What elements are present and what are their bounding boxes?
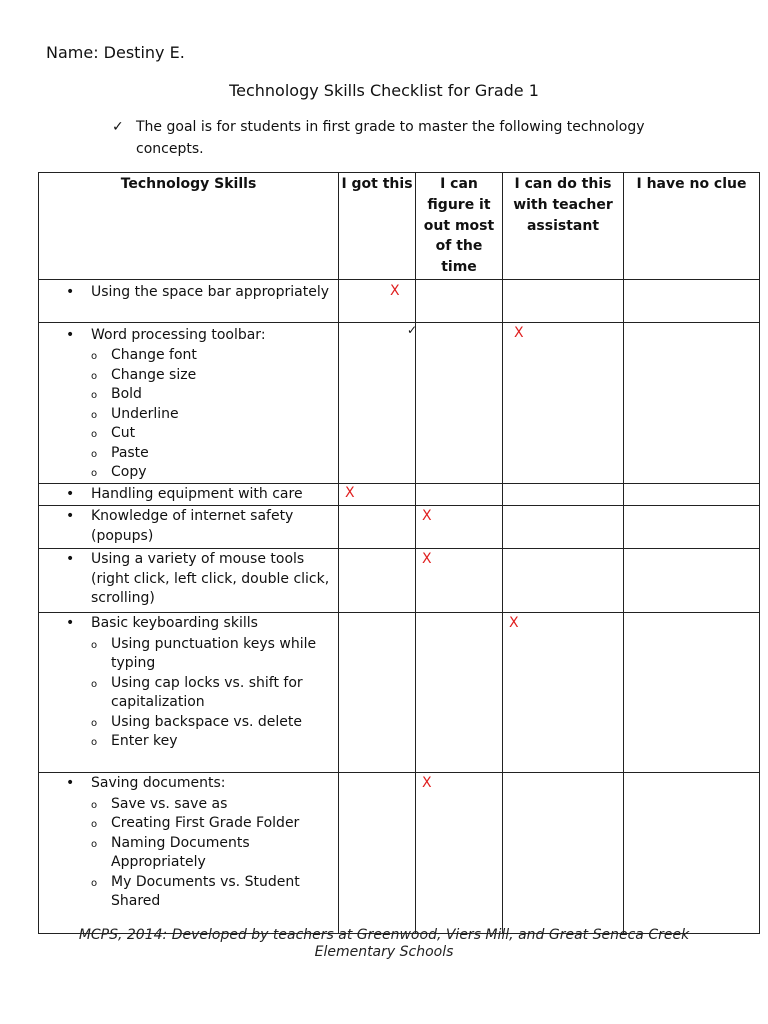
sub-skill-list (39, 795, 338, 912)
skill-label: Using the space bar appropriately (91, 283, 330, 300)
circle-bullet-icon: o (91, 370, 98, 382)
circle-bullet-icon: o (91, 468, 98, 480)
student-name: Name: Destiny E. (46, 43, 185, 62)
list-item: o Bold (91, 385, 338, 405)
table-row (39, 279, 760, 322)
check-mark-x: X (390, 282, 400, 299)
check-mark-x: X (422, 551, 432, 568)
skill-label: Using a variety of mouse tools (right click, left click, double click, scrolling) (91, 551, 330, 607)
list-item: o My Documents vs. Student Shared (91, 873, 300, 910)
circle-bullet-icon: o (91, 351, 98, 363)
list-item: o Save vs. save as (91, 795, 338, 815)
bullet-icon: • (66, 551, 75, 568)
circle-bullet-icon: o (91, 429, 98, 441)
circle-bullet-icon: o (91, 717, 98, 729)
circle-bullet-icon: o (91, 390, 98, 402)
column-header-teacher-assistant: I can do this with teacher assistant (503, 173, 624, 280)
checkmark-icon: ✓ (407, 322, 418, 337)
table-row (39, 322, 760, 483)
checkmark-icon: ✓ (112, 119, 124, 135)
list-item: o Underline (91, 405, 338, 425)
skill-label: Saving documents: (91, 775, 226, 792)
page-title: Technology Skills Checklist for Grade 1 (229, 81, 539, 100)
bullet-icon: • (66, 326, 75, 343)
skill-label: Basic keyboarding skills (91, 615, 258, 632)
list-item: o Enter key (91, 732, 338, 752)
circle-bullet-icon: o (91, 877, 98, 889)
circle-bullet-icon: o (91, 639, 98, 651)
bullet-icon: • (66, 615, 75, 632)
check-mark-x: X (509, 615, 519, 632)
goal-text: The goal is for students in first grade to master the following technology concepts. (136, 119, 645, 157)
skill-label: Word processing toolbar: (91, 326, 266, 343)
list-item: o Using cap locks vs. shift for capitalization (91, 674, 303, 711)
table-row (39, 483, 760, 506)
list-item: o Using backspace vs. delete (91, 713, 338, 733)
sub-skill-list (39, 346, 338, 483)
table-header-row (39, 173, 760, 280)
table-row (39, 549, 760, 613)
column-header-got-this: I got this (339, 173, 416, 280)
check-mark-x: X (422, 508, 432, 525)
skill-label: Knowledge of internet safety (popups) (91, 508, 294, 544)
bullet-icon: • (66, 485, 75, 502)
circle-bullet-icon: o (91, 737, 98, 749)
footer-line-1: MCPS, 2014: Developed by teachers at Greenwood, Viers Mill, and Great Seneca Creek (78, 927, 690, 943)
list-item: o Change font (91, 346, 338, 366)
footer-credit (0, 927, 768, 961)
skills-checklist-table (38, 172, 760, 934)
list-item: o Cut (91, 424, 338, 444)
list-item: o Change size (91, 366, 338, 386)
bullet-icon: • (66, 283, 75, 300)
bullet-icon: • (66, 508, 75, 525)
list-item: o Paste (91, 444, 338, 464)
column-header-figure-out: I can figure it out most of the time (416, 173, 503, 280)
footer-line-2: Elementary Schools (314, 944, 454, 960)
list-item: o Naming Documents Appropriately (91, 834, 250, 871)
circle-bullet-icon: o (91, 819, 98, 831)
table-row (39, 506, 760, 549)
circle-bullet-icon: o (91, 678, 98, 690)
check-mark-x: X (514, 324, 524, 341)
circle-bullet-icon: o (91, 409, 98, 421)
sub-skill-list (39, 635, 338, 752)
bullet-icon: • (66, 775, 75, 792)
check-mark-x: X (422, 775, 432, 792)
list-item: o Creating First Grade Folder (91, 814, 338, 834)
list-item: o Copy (91, 463, 338, 483)
table-row (39, 773, 760, 934)
goal-statement (112, 116, 712, 160)
column-header-no-clue: I have no clue (624, 173, 760, 280)
circle-bullet-icon: o (91, 799, 98, 811)
table-row (39, 613, 760, 773)
list-item: o Using punctuation keys while typing (91, 635, 317, 672)
check-mark-x: X (345, 484, 355, 501)
skill-label: Handling equipment with care (91, 485, 303, 502)
column-header-skills: Technology Skills (39, 173, 339, 280)
circle-bullet-icon: o (91, 448, 98, 460)
circle-bullet-icon: o (91, 838, 98, 850)
